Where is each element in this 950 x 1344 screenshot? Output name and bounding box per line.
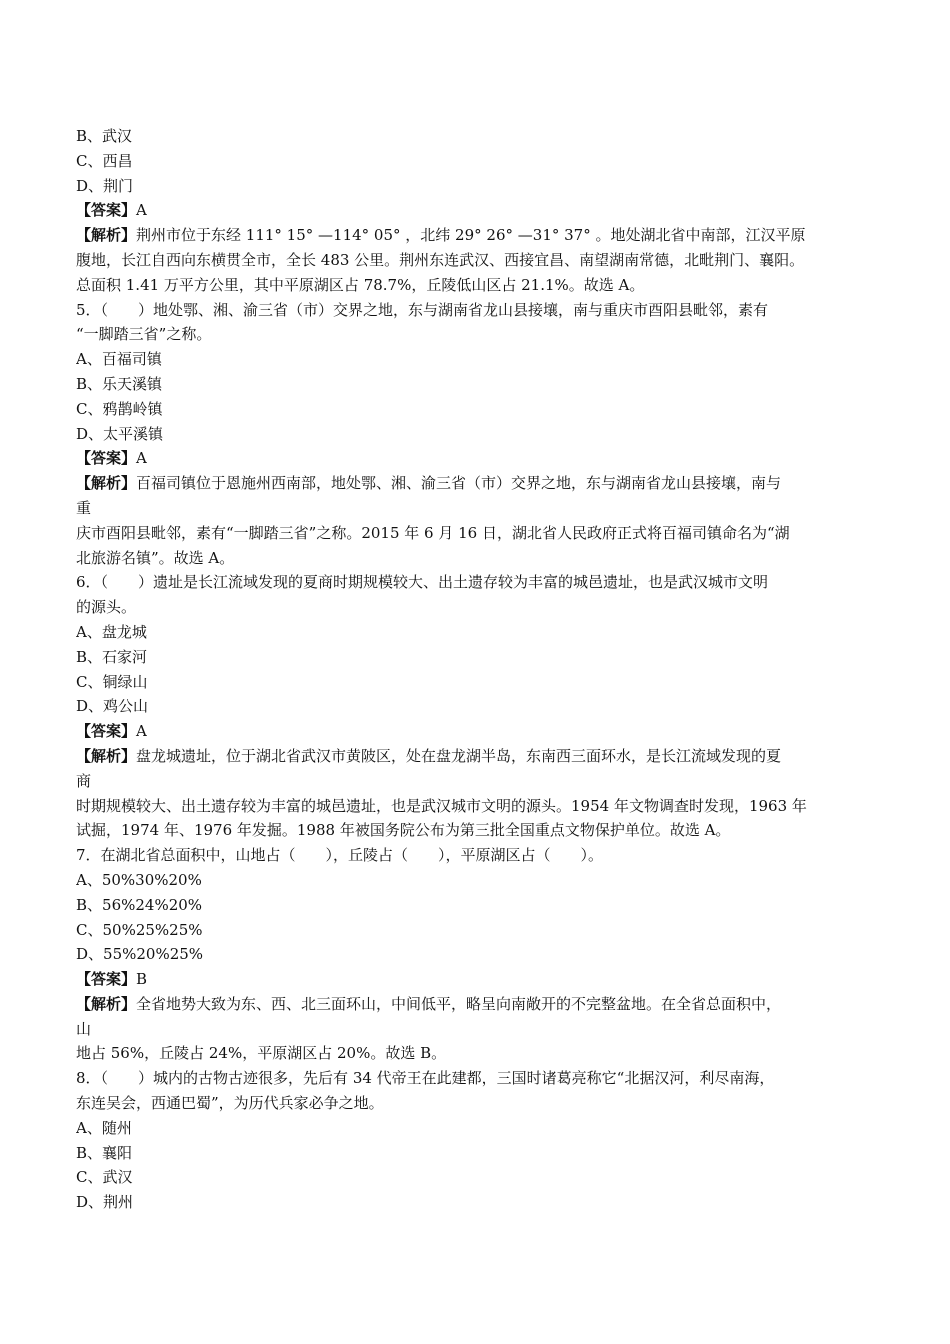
option-c: C、武汉 bbox=[76, 1168, 133, 1187]
question-text: 的源头。 bbox=[76, 598, 137, 617]
option-a: A、盘龙城 bbox=[76, 622, 147, 641]
option-a: A、百福司镇 bbox=[76, 350, 162, 369]
analysis-text: 时期规模较大、出土遗存较为丰富的城邑遗址，也是武汉城市文明的源头。1954 年文物调查时发现，1963 年 bbox=[76, 796, 807, 815]
answer-line bbox=[76, 446, 886, 471]
answer-value: A bbox=[136, 449, 147, 468]
option-d: D、55%20%25% bbox=[76, 945, 204, 964]
option-a: A、50%30%20% bbox=[76, 870, 202, 889]
analysis-text: 荆州市位于东经 111° 15° —114° 05° ，北纬 29° 26° —31° 37° 。地处湖北省中南部，江汉平原 bbox=[136, 226, 806, 245]
answer-tag: 【答案】 bbox=[76, 722, 137, 741]
answer-line bbox=[76, 967, 886, 992]
analysis-line bbox=[76, 223, 886, 248]
option-b: B、襄阳 bbox=[76, 1143, 133, 1162]
question-text: 7．在湖北省总面积中，山地占（ ），丘陵占（ ），平原湖区占（ ）。 bbox=[76, 846, 604, 865]
option-b: B、乐天溪镇 bbox=[76, 374, 163, 393]
option-c: C、鸦鹊岭镇 bbox=[76, 399, 163, 418]
document-page bbox=[76, 124, 886, 1215]
question-text: 8．（ ）城内的古物古迹很多，先后有 34 代帝王在此建都，三国时诸葛亮称它“北据汉河，利尽南海， bbox=[76, 1069, 775, 1088]
answer-tag: 【答案】 bbox=[76, 970, 137, 989]
analysis-text: 全省地势大致为东、西、北三面环山，中间低平，略呈向南敞开的不完整盆地。在全省总面积中， bbox=[136, 994, 782, 1013]
question-4-tail bbox=[76, 124, 886, 298]
analysis-line bbox=[76, 744, 886, 769]
analysis-text: 庆市酉阳县毗邻，素有“一脚踏三省”之称。2015 年 6 月 16 日，湖北省人民政府正式将百福司镇命名为“湖 bbox=[76, 523, 790, 542]
answer-tag: 【答案】 bbox=[76, 201, 137, 220]
analysis-text: 重 bbox=[76, 498, 92, 517]
question-5 bbox=[76, 298, 886, 571]
option-b: B、石家河 bbox=[76, 647, 148, 666]
option-c: C、50%25%25% bbox=[76, 920, 203, 939]
question-6 bbox=[76, 570, 886, 843]
option-c: C、铜绿山 bbox=[76, 672, 148, 691]
question-7 bbox=[76, 843, 886, 1066]
analysis-tag: 【解析】 bbox=[76, 474, 137, 493]
answer-line bbox=[76, 198, 886, 223]
option-b: B、武汉 bbox=[76, 127, 133, 145]
analysis-text: 百福司镇位于恩施州西南部，地处鄂、湘、渝三省（市）交界之地，东与湖南省龙山县接壤，南与 bbox=[136, 474, 782, 493]
analysis-text: 试掘，1974 年、1976 年发掘。1988 年被国务院公布为第三批全国重点文物保护单位。故选 A。 bbox=[76, 821, 731, 840]
answer-tag: 【答案】 bbox=[76, 449, 137, 468]
analysis-text: 北旅游名镇”。故选 A。 bbox=[76, 548, 235, 567]
analysis-tag: 【解析】 bbox=[76, 226, 137, 245]
analysis-text: 地占 56%，丘陵占 24%，平原湖区占 20%。故选 B。 bbox=[76, 1044, 447, 1063]
analysis-text: 腹地，长江自西向东横贯全市，全长 483 公里。荆州东连武汉、西接宜昌、南望湖南常德，北毗荆门、襄阳。 bbox=[76, 250, 805, 269]
question-text: 5．（ ）地处鄂、湘、渝三省（市）交界之地，东与湖南省龙山县接壤，南与重庆市酉阳县毗邻，素有 bbox=[76, 300, 769, 319]
analysis-text: 山 bbox=[76, 1019, 92, 1038]
answer-value: B bbox=[136, 970, 148, 989]
question-8 bbox=[76, 1066, 886, 1215]
option-b: B、56%24%20% bbox=[76, 895, 203, 914]
option-a: A、随州 bbox=[76, 1118, 132, 1137]
analysis-text: 商 bbox=[76, 771, 92, 790]
option-d: D、荆门 bbox=[76, 176, 134, 195]
option-d: D、荆州 bbox=[76, 1193, 134, 1212]
question-text: 6．（ ）遗址是长江流域发现的夏商时期规模较大、出土遗存较为丰富的城邑遗址，也是武汉城市文明 bbox=[76, 573, 769, 592]
option-c: C、西昌 bbox=[76, 151, 133, 170]
analysis-tag: 【解析】 bbox=[76, 746, 137, 765]
answer-value: A bbox=[136, 201, 147, 220]
analysis-line bbox=[76, 471, 886, 496]
answer-line bbox=[76, 719, 886, 744]
option-d: D、鸡公山 bbox=[76, 697, 149, 716]
analysis-text: 总面积 1.41 万平方公里，其中平原湖区占 78.7%，丘陵低山区占 21.1%。故选 A。 bbox=[76, 275, 645, 294]
option-d: D、太平溪镇 bbox=[76, 424, 164, 443]
answer-value: A bbox=[136, 722, 147, 741]
analysis-text: 盘龙城遗址，位于湖北省武汉市黄陂区，处在盘龙湖半岛，东南西三面环水，是长江流域发现的夏 bbox=[136, 746, 782, 765]
analysis-tag: 【解析】 bbox=[76, 994, 137, 1013]
analysis-line bbox=[76, 992, 886, 1017]
question-text: “一脚踏三省”之称。 bbox=[76, 325, 212, 344]
question-text: 东连吴会，西通巴蜀”，为历代兵家必争之地。 bbox=[76, 1094, 384, 1113]
